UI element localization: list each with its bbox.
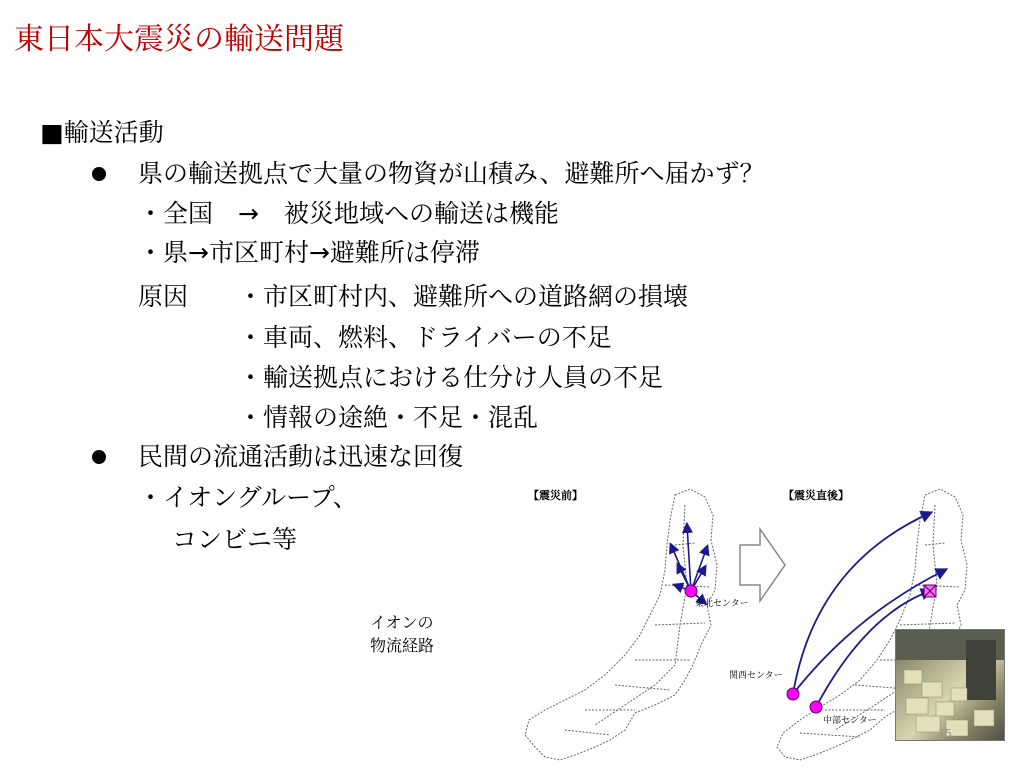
kansai-center-label: 関西センター (729, 671, 783, 681)
label-before: 【震災前】 (528, 489, 583, 502)
label-after: 【震災直後】 (783, 489, 849, 502)
tohoku-center-label: 東北センター (695, 599, 749, 609)
bullet-1-sub-1: ・全国 → 被災地域への輸送は機能 (138, 199, 559, 228)
bullet-dot (92, 450, 106, 464)
cause-item-3: ・輸送拠点における仕分け人員の不足 (238, 363, 664, 392)
bullet-2-sub-2: コンビニ等 (172, 525, 298, 554)
bullet-2-sub-1: ・イオングループ、 (138, 483, 358, 512)
cause-item-1: ・市区町村内、避難所への道路網の損壊 (238, 282, 689, 311)
section-heading: ■輸送活動 (40, 118, 164, 147)
bullet-1-text: 県の輸送拠点で大量の物資が山積み、避難所へ届かず？ (138, 159, 765, 188)
kansai-center-point (787, 688, 799, 700)
chubu-center-label: 中部センター (823, 716, 877, 726)
cause-label: 原因 (138, 282, 189, 311)
bullet-2-text: 民間の流通活動は迅速な回復 (138, 442, 464, 471)
slide-title: 東日本大震災の輸送問題 (14, 22, 344, 57)
cause-item-4: ・情報の途絶・不足・混乱 (238, 403, 539, 432)
warehouse-photo-svg (896, 630, 1004, 740)
bullet-1-sub-2: ・県→市区町村→避難所は停滞 (138, 238, 480, 267)
map-before (525, 489, 717, 760)
caption-line-1: イオンの (370, 613, 434, 632)
chubu-center-point (810, 701, 822, 713)
warehouse-photo (895, 629, 1005, 741)
caption-line-2: 物流経路 (370, 636, 435, 655)
transition-arrow (740, 529, 785, 601)
tohoku-center-closed-marker (924, 585, 936, 597)
page-number: 15 (938, 727, 952, 740)
cause-item-2: ・車両、燃料、ドライバーの不足 (238, 323, 612, 352)
figure-caption (370, 611, 434, 657)
bullet-dot (92, 167, 106, 181)
